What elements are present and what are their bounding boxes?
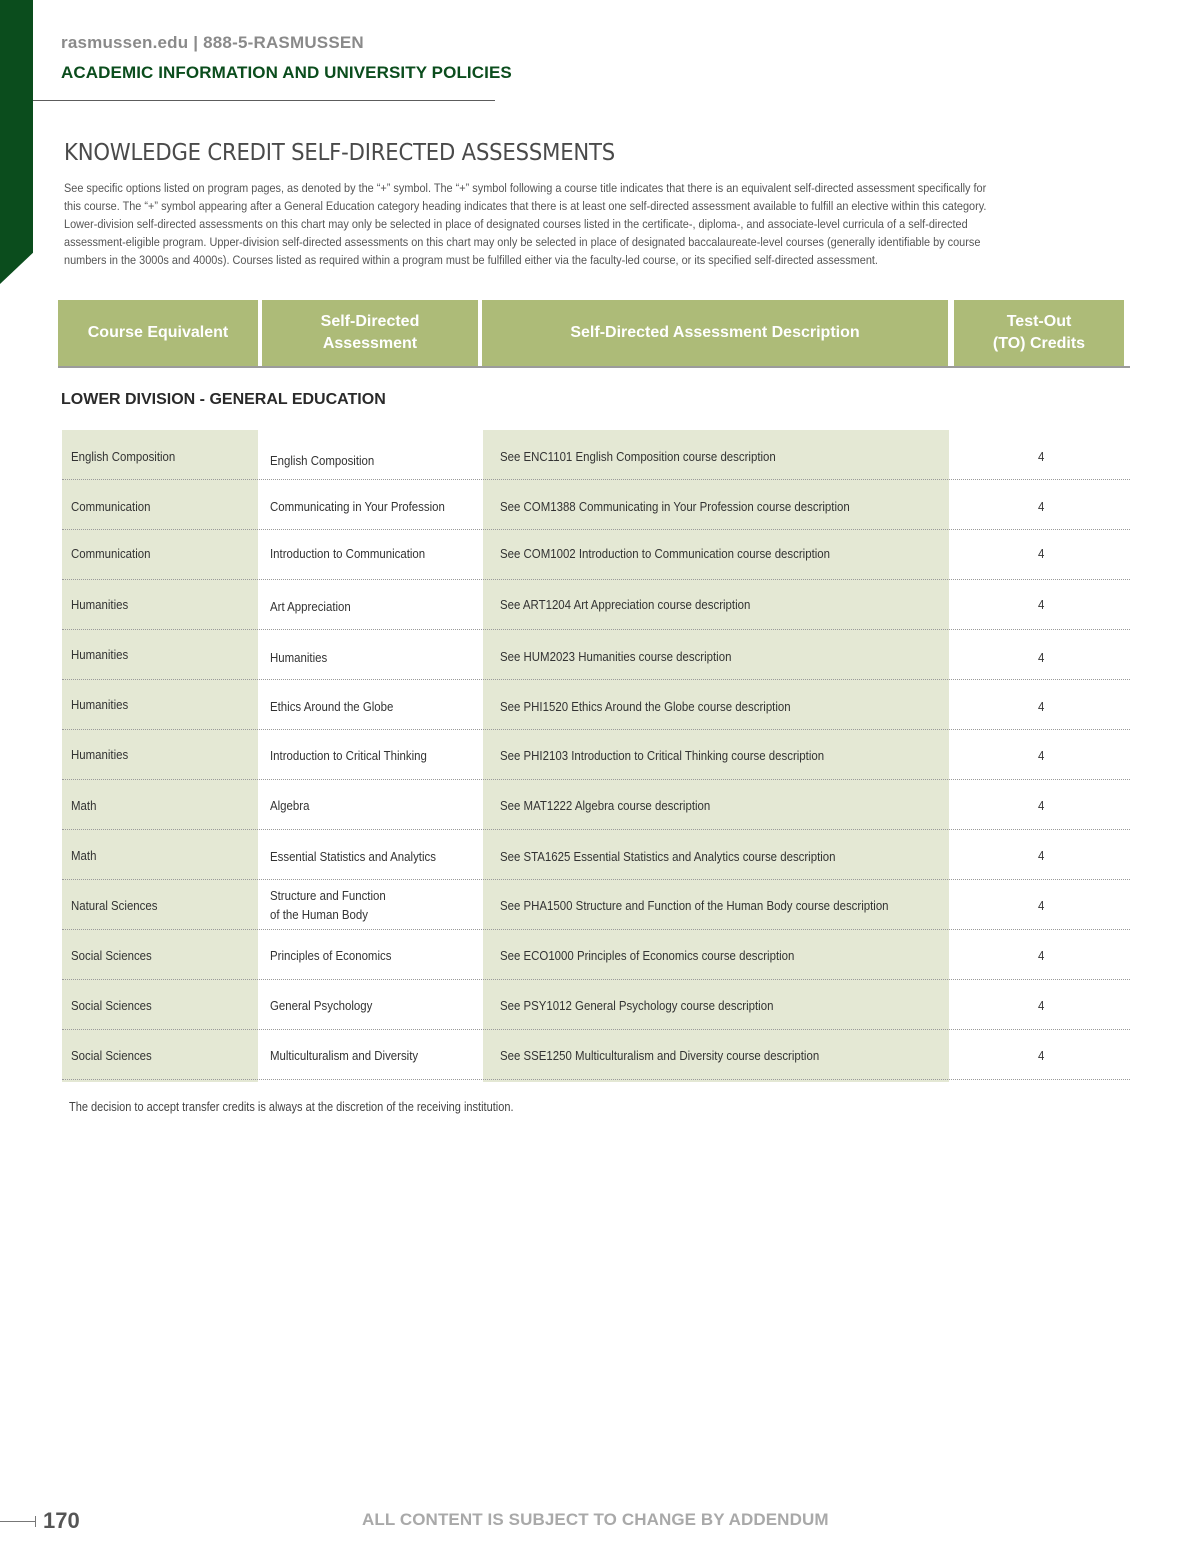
cell-assessment: Communicating in Your Profession	[270, 499, 445, 514]
cell-assessment: Multiculturalism and Diversity	[270, 1048, 419, 1063]
cell-assessment: Introduction to Critical Thinking	[270, 748, 427, 763]
cell-assessment-line: of the Human Body	[270, 907, 368, 922]
cell-description: See ENC1101 English Composition course description	[500, 449, 776, 464]
cell-course-equivalent: Social Sciences	[71, 998, 152, 1013]
cell-description: See MAT1222 Algebra course description	[500, 798, 711, 813]
table-row	[62, 1030, 1130, 1080]
cell-credits: 4	[1038, 449, 1045, 464]
cell-assessment: Art Appreciation	[270, 599, 351, 614]
cell-course-equivalent: Communication	[71, 499, 151, 514]
intro-line: assessment-eligible program. Upper-division self-directed assessments on this chart may only be selected in place of designated baccalaureate-level courses (generally identifiable by course	[64, 235, 981, 249]
header-bottom-rule	[58, 366, 1130, 368]
cell-assessment: Ethics Around the Globe	[270, 699, 394, 714]
intro-line: this course. The “+” symbol appearing after a General Education category heading indicates that there is at least one self-directed assessment available to fulfill an elective within this category.	[64, 199, 987, 213]
cell-description: See STA1625 Essential Statistics and Analytics course description	[500, 849, 836, 864]
cell-assessment-line: Structure and Function	[270, 888, 386, 903]
cell-credits: 4	[1038, 1048, 1045, 1063]
header-label-line: Assessment	[322, 335, 418, 352]
header-course-equivalent	[58, 300, 258, 366]
cell-description: See PHI1520 Ethics Around the Globe course description	[500, 699, 791, 714]
table-row	[62, 630, 1130, 680]
intro-line: See specific options listed on program pages, as denoted by the “+” symbol. The “+” symbol following a course title indicates that there is an equivalent self-directed assessment specifically for	[64, 181, 987, 195]
cell-description: See COM1002 Introduction to Communication course description	[500, 546, 831, 561]
cell-credits: 4	[1038, 948, 1045, 963]
cell-credits: 4	[1038, 998, 1045, 1013]
cell-description: See HUM2023 Humanities course description	[500, 649, 732, 664]
footer-notice: ALL CONTENT IS SUBJECT TO CHANGE BY ADDENDUM	[362, 1510, 829, 1529]
intro-line: numbers in the 3000s and 4000s). Courses listed as required within a program must be fulfilled either via the faculty-led course, or its specified self-directed assessment.	[64, 253, 878, 267]
cell-credits: 4	[1038, 650, 1045, 665]
cell-course-equivalent: English Composition	[71, 449, 176, 464]
cell-course-equivalent: Humanities	[71, 647, 129, 662]
cell-course-equivalent: Social Sciences	[71, 1048, 152, 1063]
header-label-line: Test-Out	[1006, 313, 1072, 330]
cell-credits: 4	[1038, 898, 1045, 913]
section-header: ACADEMIC INFORMATION AND UNIVERSITY POLICIES	[61, 63, 512, 82]
site-contact-line: rasmussen.edu | 888-5-RASMUSSEN	[61, 33, 364, 52]
header-assessment-description	[482, 300, 948, 366]
intro-paragraph	[64, 179, 1111, 269]
page-number-tick	[35, 1516, 36, 1527]
cell-assessment: General Psychology	[270, 998, 373, 1013]
assessment-table-body	[62, 430, 1130, 1080]
table-row	[62, 430, 1130, 480]
cell-course-equivalent: Humanities	[71, 747, 129, 762]
cell-assessment: English Composition	[270, 453, 375, 468]
table-row	[62, 780, 1130, 830]
cell-description: See ART1204 Art Appreciation course description	[500, 597, 751, 612]
page-number-rule	[0, 1521, 36, 1522]
cell-credits: 4	[1038, 499, 1045, 514]
cell-course-equivalent: Math	[71, 798, 97, 813]
cell-credits: 4	[1038, 848, 1045, 863]
header-test-out-credits	[954, 300, 1124, 366]
header-label: Course Equivalent	[87, 324, 229, 341]
header-self-directed-assessment	[262, 300, 478, 366]
table-row	[62, 480, 1130, 530]
intro-line: Lower-division self-directed assessments on this chart may only be selected in place of designated courses listed in the certificate-, diploma-, and associate-level curricula of a self-directed	[64, 217, 968, 231]
cell-description: See ECO1000 Principles of Economics course description	[500, 948, 795, 963]
transfer-credit-footnote: The decision to accept transfer credits is always at the discretion of the receiving institution.	[69, 1100, 514, 1114]
cell-description: See PHA1500 Structure and Function of the Human Body course description	[500, 898, 889, 913]
cell-assessment: Algebra	[270, 798, 310, 813]
header-divider	[33, 100, 495, 101]
cell-course-equivalent: Natural Sciences	[71, 898, 158, 913]
cell-assessment: Essential Statistics and Analytics	[270, 849, 436, 864]
cell-assessment: Introduction to Communication	[270, 546, 426, 561]
cell-assessment: Humanities	[270, 650, 328, 665]
cell-course-equivalent: Math	[71, 848, 97, 863]
cell-assessment: Principles of Economics	[270, 948, 392, 963]
header-label	[993, 311, 1085, 355]
cell-credits: 4	[1038, 798, 1045, 813]
cell-description: See PHI2103 Introduction to Critical Thinking course description	[500, 748, 825, 763]
corner-tab-decoration	[0, 0, 33, 284]
table-row	[62, 730, 1130, 780]
header-label: Self-Directed Assessment Description	[570, 324, 860, 341]
cell-assessment	[270, 886, 386, 924]
header-label-line: (TO) Credits	[992, 335, 1086, 352]
page-number: 170	[43, 1508, 80, 1533]
cell-description: See COM1388 Communicating in Your Profession course description	[500, 499, 850, 514]
table-row	[62, 680, 1130, 730]
cell-credits: 4	[1038, 546, 1045, 561]
table-row	[62, 880, 1130, 930]
cell-description: See SSE1250 Multiculturalism and Diversity course description	[500, 1048, 820, 1063]
cell-credits: 4	[1038, 748, 1045, 763]
cell-course-equivalent: Humanities	[71, 597, 129, 612]
table-row	[62, 830, 1130, 880]
table-row	[62, 980, 1130, 1030]
page-title: KNOWLEDGE CREDIT SELF-DIRECTED ASSESSMENTS	[64, 140, 616, 166]
table-row	[62, 580, 1130, 630]
cell-course-equivalent: Social Sciences	[71, 948, 152, 963]
header-label	[321, 311, 420, 355]
cell-course-equivalent: Humanities	[71, 697, 129, 712]
cell-description: See PSY1012 General Psychology course description	[500, 998, 774, 1013]
cell-course-equivalent: Communication	[71, 546, 151, 561]
table-row	[62, 930, 1130, 980]
division-label: LOWER DIVISION - GENERAL EDUCATION	[61, 391, 386, 408]
header-label-line: Self-Directed	[320, 313, 420, 330]
cell-credits: 4	[1038, 699, 1045, 714]
cell-credits: 4	[1038, 597, 1045, 612]
table-row	[62, 530, 1130, 580]
